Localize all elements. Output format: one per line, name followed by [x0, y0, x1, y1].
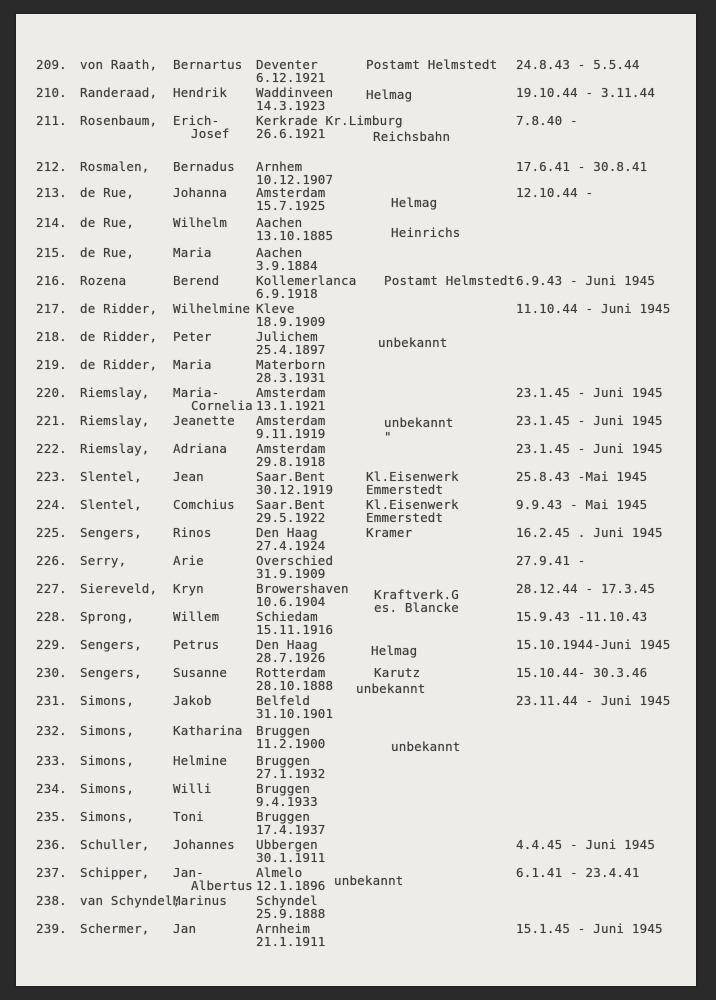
entry-birthdate: 14.3.1923: [256, 98, 326, 113]
list-item: [16, 386, 696, 414]
entry-number: 227.: [36, 581, 67, 596]
entry-surname: Randeraad,: [80, 85, 158, 100]
entry-surname: Simons,: [80, 809, 135, 824]
entry-given-name: Wilhelmine: [173, 301, 251, 316]
entry-birthplace: Bruggen: [256, 809, 311, 824]
entry-number: 229.: [36, 637, 67, 652]
entry-employer: Reichsbahn: [373, 129, 451, 144]
entry-surname: Rosmalen,: [80, 159, 150, 174]
entry-birthplace: Arnheim: [256, 921, 311, 936]
entry-surname: Sengers,: [80, 665, 142, 680]
entry-given-name: Johannes: [173, 837, 235, 852]
list-item: [16, 358, 696, 386]
entry-given-name: Willi: [173, 781, 212, 796]
entry-given-name: Jean: [173, 469, 204, 484]
entry-number: 210.: [36, 85, 67, 100]
entry-birthdate: 27.4.1924: [256, 538, 326, 553]
entry-surname: Siereveld,: [80, 581, 158, 596]
entry-birthplace: Deventer: [256, 57, 318, 72]
entry-birthdate: 28.3.1931: [256, 370, 326, 385]
entry-surname: Sprong,: [80, 609, 135, 624]
entry-birthplace: Amsterdam: [256, 413, 326, 428]
entry-birthplace: Kleve: [256, 301, 295, 316]
entry-given-name: Adriana: [173, 441, 228, 456]
entry-number: 224.: [36, 497, 67, 512]
entry-given-name: Marinus: [173, 893, 228, 908]
entry-birthdate: 25.4.1897: [256, 342, 326, 357]
list-item: [16, 526, 696, 554]
entry-birthplace: Den Haag: [256, 637, 318, 652]
list-item: [16, 922, 696, 950]
entry-surname: de Ridder,: [80, 301, 158, 316]
entry-birthdate: 6.12.1921: [256, 70, 326, 85]
entry-given-name: Willem: [173, 609, 220, 624]
entry-number: 226.: [36, 553, 67, 568]
entry-surname: Sengers,: [80, 525, 142, 540]
entry-birthplace: Den Haag: [256, 525, 318, 540]
entry-surname: Schuller,: [80, 837, 150, 852]
entry-given-name: Erich-: [173, 113, 220, 128]
entry-given-name: Toni: [173, 809, 204, 824]
entry-birthplace: Aachen: [256, 215, 303, 230]
entry-birthdate: 29.5.1922: [256, 510, 326, 525]
list-item: [16, 160, 696, 188]
entry-given-name: Maria: [173, 245, 212, 260]
entry-number: 219.: [36, 357, 67, 372]
entry-birthplace: Amsterdam: [256, 441, 326, 456]
entry-surname: Schipper,: [80, 865, 150, 880]
entry-surname: de Rue,: [80, 185, 135, 200]
list-item: [16, 274, 696, 302]
entry-birthdate: 29.8.1918: [256, 454, 326, 469]
entry-number: 237.: [36, 865, 67, 880]
entry-birthplace: Amsterdam: [256, 185, 326, 200]
entry-surname: Rozena: [80, 273, 127, 288]
entry-employer: unbekannt: [334, 873, 404, 888]
entry-birthplace: Saar.Bent: [256, 497, 326, 512]
list-item: [16, 470, 696, 498]
entry-given-name: Jan-: [173, 865, 204, 880]
entry-number: 218.: [36, 329, 67, 344]
entry-birthplace: Belfeld: [256, 693, 311, 708]
entry-surname: Schermer,: [80, 921, 150, 936]
entry-number: 221.: [36, 413, 67, 428]
entry-birthdate: 27.1.1932: [256, 766, 326, 781]
entry-period: 24.8.43 - 5.5.44: [516, 57, 640, 72]
entry-birthdate: 18.9.1909: [256, 314, 326, 329]
entry-surname: Rosenbaum,: [80, 113, 158, 128]
entry-birthplace: Waddinveen: [256, 85, 334, 100]
entry-given-name: Maria-: [173, 385, 220, 400]
list-item: [16, 114, 696, 142]
entry-birthdate: 13.10.1885: [256, 228, 334, 243]
entry-number: 220.: [36, 385, 67, 400]
entry-birthdate: 6.9.1918: [256, 286, 318, 301]
entry-number: 234.: [36, 781, 67, 796]
entry-birthplace: Schyndel: [256, 893, 318, 908]
entry-number: 235.: [36, 809, 67, 824]
entry-surname: Riemslay,: [80, 413, 150, 428]
entry-birthdate: 30.12.1919: [256, 482, 334, 497]
entry-surname: Simons,: [80, 693, 135, 708]
entry-surname: de Ridder,: [80, 357, 158, 372]
entry-period: 23.1.45 - Juni 1945: [516, 441, 663, 456]
entry-birthdate: 12.1.1896: [256, 878, 326, 893]
entry-birthplace: Almelo: [256, 865, 303, 880]
entry-number: 216.: [36, 273, 67, 288]
entry-period: 7.8.40 -: [516, 113, 578, 128]
entry-birthdate: 28.10.1888: [256, 678, 334, 693]
entry-period: 6.1.41 - 23.4.41: [516, 865, 640, 880]
entry-employer: Helmag: [371, 643, 418, 658]
entry-employer: Helmag: [391, 195, 438, 210]
list-item: [16, 216, 696, 244]
entry-number: 233.: [36, 753, 67, 768]
entry-period: 23.1.45 - Juni 1945: [516, 413, 663, 428]
entry-period: 9.9.43 - Mai 1945: [516, 497, 648, 512]
list-item: [16, 58, 696, 86]
list-item: [16, 554, 696, 582]
entry-period: 15.10.1944-Juni 1945: [516, 637, 671, 652]
entry-employer: Kl.Eisenwerk Emmerstedt: [366, 497, 459, 525]
entry-birthdate: 28.7.1926: [256, 650, 326, 665]
entry-period: 6.9.43 - Juni 1945: [516, 273, 656, 288]
entry-list: [16, 14, 696, 986]
entry-given-name: Jan: [173, 921, 197, 936]
entry-employer: Helmag: [366, 87, 413, 102]
list-item: [16, 246, 696, 274]
entry-employer: unbekannt: [356, 681, 426, 696]
entry-employer: Postamt Helmstedt: [384, 273, 516, 288]
entry-surname: de Rue,: [80, 245, 135, 260]
entry-surname: Sengers,: [80, 637, 142, 652]
entry-surname: Simons,: [80, 723, 135, 738]
entry-birthplace: Arnhem: [256, 159, 303, 174]
entry-birthplace: Ubbergen: [256, 837, 318, 852]
entry-birthplace: Bruggen: [256, 723, 311, 738]
entry-period: 19.10.44 - 3.11.44: [516, 85, 656, 100]
entry-birthplace: Schiedam: [256, 609, 318, 624]
entry-given-name: Peter: [173, 329, 212, 344]
entry-period: 28.12.44 - 17.3.45: [516, 581, 656, 596]
entry-birthdate: 15.11.1916: [256, 622, 334, 637]
entry-number: 225.: [36, 525, 67, 540]
entry-employer: unbekannt: [391, 739, 461, 754]
entry-birthdate: 11.2.1900: [256, 736, 326, 751]
list-item: [16, 810, 696, 838]
entry-given-name-2: Cornelia: [191, 398, 253, 413]
entry-given-name: Arie: [173, 553, 204, 568]
list-item: [16, 498, 696, 526]
entry-birthdate: 30.1.1911: [256, 850, 326, 865]
list-item: [16, 86, 696, 114]
entry-employer: Kl.Eisenwerk Emmerstedt: [366, 469, 459, 497]
entry-birthplace: Aachen: [256, 245, 303, 260]
document-page: [16, 14, 696, 986]
entry-given-name: Rinos: [173, 525, 212, 540]
entry-given-name-2: Josef: [191, 126, 230, 141]
list-item: [16, 638, 696, 666]
entry-birthdate: 3.9.1884: [256, 258, 318, 273]
entry-birthdate: 21.1.1911: [256, 934, 326, 949]
entry-given-name: Jakob: [173, 693, 212, 708]
entry-employer: unbekannt: [378, 335, 448, 350]
entry-surname: de Rue,: [80, 215, 135, 230]
entry-surname: Riemslay,: [80, 441, 150, 456]
entry-given-name-2: Albertus: [191, 878, 253, 893]
entry-number: 231.: [36, 693, 67, 708]
entry-birthdate: 9.11.1919: [256, 426, 326, 441]
list-item: [16, 302, 696, 330]
entry-birthplace: Rotterdam: [256, 665, 326, 680]
entry-given-name: Johanna: [173, 185, 228, 200]
list-item: [16, 866, 696, 894]
entry-birthplace: Browershaven: [256, 581, 349, 596]
entry-period: 12.10.44 -: [516, 185, 594, 200]
list-item: [16, 838, 696, 866]
entry-birthdate: 26.6.1921: [256, 126, 326, 141]
entry-birthdate: 10.12.1907: [256, 172, 334, 187]
entry-birthplace: Bruggen: [256, 753, 311, 768]
entry-birthdate: 15.7.1925: [256, 198, 326, 213]
list-item: [16, 330, 696, 358]
entry-number: 211.: [36, 113, 67, 128]
entry-period: 11.10.44 - Juni 1945: [516, 301, 671, 316]
entry-number: 232.: [36, 723, 67, 738]
entry-employer: ": [384, 429, 392, 444]
entry-number: 223.: [36, 469, 67, 484]
list-item: [16, 782, 696, 810]
entry-given-name: Maria: [173, 357, 212, 372]
entry-birthdate: 31.10.1901: [256, 706, 334, 721]
entry-birthplace: Julichem: [256, 329, 318, 344]
entry-birthplace: Kollemerlanca: [256, 273, 357, 288]
entry-given-name: Helmine: [173, 753, 228, 768]
entry-period: 17.6.41 - 30.8.41: [516, 159, 648, 174]
entry-surname: Simons,: [80, 781, 135, 796]
entry-employer: unbekannt: [384, 415, 454, 430]
entry-surname: van Schyndel,: [80, 893, 181, 908]
entry-given-name: Bernartus: [173, 57, 243, 72]
entry-number: 209.: [36, 57, 67, 72]
entry-number: 214.: [36, 215, 67, 230]
entry-birthplace: Materborn: [256, 357, 326, 372]
entry-period: 16.2.45 . Juni 1945: [516, 525, 663, 540]
entry-birthplace: Amsterdam: [256, 385, 326, 400]
entry-employer: Heinrichs: [391, 225, 461, 240]
entry-birthplace: Kerkrade Kr.Limburg: [256, 113, 403, 128]
entry-given-name: Berend: [173, 273, 220, 288]
entry-birthdate: 31.9.1909: [256, 566, 326, 581]
entry-period: 15.10.44- 30.3.46: [516, 665, 648, 680]
entry-given-name: Comchius: [173, 497, 235, 512]
list-item: [16, 610, 696, 638]
entry-period: 25.8.43 -Mai 1945: [516, 469, 648, 484]
entry-birthplace: Saar.Bent: [256, 469, 326, 484]
entry-birthdate: 13.1.1921: [256, 398, 326, 413]
entry-surname: Slentel,: [80, 497, 142, 512]
list-item: [16, 581, 696, 615]
entry-number: 217.: [36, 301, 67, 316]
entry-given-name: Petrus: [173, 637, 220, 652]
entry-employer: Karutz: [374, 665, 421, 680]
entry-employer: Postamt Helmstedt: [366, 57, 498, 72]
entry-number: 236.: [36, 837, 67, 852]
entry-birthplace: Overschied: [256, 553, 334, 568]
entry-period: 23.11.44 - Juni 1945: [516, 693, 671, 708]
entry-given-name: Susanne: [173, 665, 228, 680]
entry-number: 215.: [36, 245, 67, 260]
list-item: [16, 414, 696, 442]
entry-surname: de Ridder,: [80, 329, 158, 344]
entry-number: 222.: [36, 441, 67, 456]
entry-surname: Riemslay,: [80, 385, 150, 400]
entry-given-name: Hendrik: [173, 85, 228, 100]
entry-number: 239.: [36, 921, 67, 936]
entry-number: 228.: [36, 609, 67, 624]
entry-period: 15.1.45 - Juni 1945: [516, 921, 663, 936]
entry-surname: Simons,: [80, 753, 135, 768]
entry-number: 212.: [36, 159, 67, 174]
entry-birthdate: 9.4.1933: [256, 794, 318, 809]
entry-period: 23.1.45 - Juni 1945: [516, 385, 663, 400]
entry-period: 27.9.41 -: [516, 553, 586, 568]
entry-birthdate: 25.9.1888: [256, 906, 326, 921]
list-item: [16, 894, 696, 922]
entry-given-name: Kryn: [173, 581, 204, 596]
entry-number: 213.: [36, 185, 67, 200]
entry-period: 4.4.45 - Juni 1945: [516, 837, 656, 852]
entry-surname: Serry,: [80, 553, 127, 568]
list-item: [16, 186, 696, 214]
entry-given-name: Wilhelm: [173, 215, 228, 230]
entry-surname: Slentel,: [80, 469, 142, 484]
entry-employer: Kraftverk.G es. Blancke: [374, 587, 459, 615]
entry-birthdate: 17.4.1937: [256, 822, 326, 837]
entry-period: 15.9.43 -11.10.43: [516, 609, 648, 624]
entry-employer: Kramer: [366, 525, 413, 540]
entry-number: 238.: [36, 893, 67, 908]
entry-given-name: Jeanette: [173, 413, 235, 428]
entry-birthdate: 10.6.1904: [256, 594, 326, 609]
list-item: [16, 724, 696, 752]
entry-birthplace: Bruggen: [256, 781, 311, 796]
entry-given-name: Katharina: [173, 723, 243, 738]
entry-number: 230.: [36, 665, 67, 680]
entry-surname: von Raath,: [80, 57, 158, 72]
entry-given-name: Bernadus: [173, 159, 235, 174]
